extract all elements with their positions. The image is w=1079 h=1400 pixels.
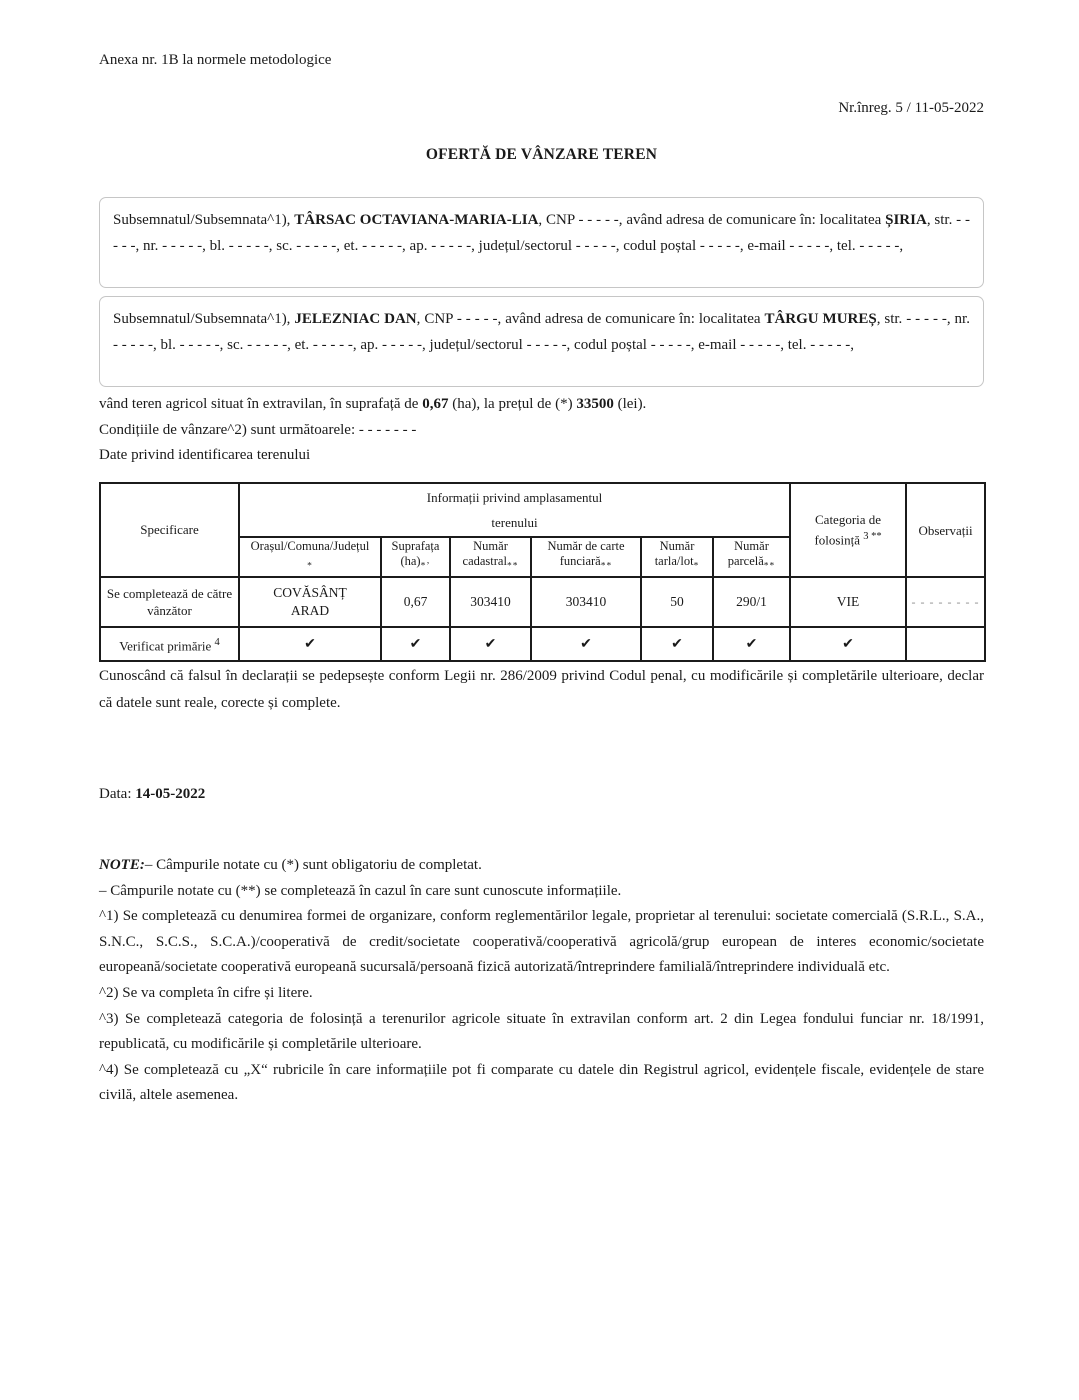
- sale-text-1: vând teren agricol situat în extravilan, în suprafață de: [99, 396, 423, 412]
- sale-text-3: (lei).: [613, 396, 647, 412]
- notes-section: [99, 853, 984, 1109]
- checkmark-icon: ✔: [745, 636, 758, 652]
- seller-row-label: Se completează de către vânzător: [100, 577, 239, 627]
- seller1-address-fields: , str. - - - - -, nr. - - - - -, bl. - - - - -, sc. - - - - -, et. - - - - -, ap. - - - - -, județul/sectorul - - - - -, codul poștal - - - - -, e-mail - - - - -, tel. - - - - -,: [113, 212, 970, 254]
- cell-oras-line1: COVĂSÂNȚ: [273, 585, 347, 600]
- cell-oras-line2: ARAD: [290, 603, 330, 618]
- group-header-line2: terenului: [491, 515, 538, 530]
- col-header-suprafata: [381, 537, 450, 577]
- seller2-name: JELEZNIAC DAN: [294, 311, 417, 327]
- check-suprafata: [381, 627, 450, 661]
- cell-categoria: VIE: [790, 577, 906, 627]
- sale-text-2: (ha), la prețul de (*): [448, 396, 577, 412]
- checkmark-icon: ✔: [409, 636, 422, 652]
- cadastral-footnote-mark: **: [506, 561, 519, 572]
- cell-tarla: 50: [641, 577, 713, 627]
- seller-box-1: [99, 197, 984, 288]
- seller-box-2: [99, 296, 984, 387]
- carte-line2: funciară: [559, 554, 601, 569]
- oras-label: Orașul/Comuna/Județul: [250, 539, 370, 554]
- note-paragraph-4: ^4) Se completează cu „X“ rubricile în care informațiile pot fi comparate cu datele din Registrul agricol, evidențele fiscale, evidențele de stare civilă, altele asemenea.: [99, 1061, 984, 1104]
- seller1-name: TÂRSAC OCTAVIANA-MARIA-LIA: [294, 212, 539, 228]
- check-oras: [239, 627, 381, 661]
- seller2-address-fields: , str. - - - - -, nr. - - - - -, bl. - - - - -, sc. - - - - -, et. - - - - -, ap. - - - - -, județul/sectorul - - - - -, codul poștal - - - - -, e-mail - - - - -, tel. - - - - -,: [113, 311, 970, 353]
- verified-row: [100, 627, 985, 661]
- note-line-1: [99, 853, 984, 879]
- notes-title: NOTE:: [99, 857, 145, 873]
- cell-oras: [239, 577, 381, 627]
- categoria-footnote-mark: 3 **: [863, 531, 882, 543]
- check-cadastral: [450, 627, 531, 661]
- oras-footnote-mark: *: [307, 561, 313, 572]
- seller-data-row: [100, 577, 985, 627]
- annex-note: Anexa nr. 1B la normele metodologice: [99, 52, 332, 68]
- col-header-specificare: Specificare: [100, 483, 239, 577]
- note-paragraph-3: ^3) Se completează categoria de folosință a terenurilor agricole situate în extravilan conform art. 2 din Legea fondului funciar nr. 18/1991, republicată, cu modificările și completările ulterioare.: [99, 1010, 984, 1053]
- seller1-cnp-address: , CNP - - - - -, având adresa de comunicare în: localitatea: [538, 212, 886, 228]
- carte-footnote-mark: **: [600, 561, 613, 572]
- col-header-carte-funciara: [531, 537, 641, 577]
- checkmark-icon: ✔: [671, 636, 683, 652]
- sale-statement-block: [99, 392, 984, 469]
- verified-footnote-mark: 4: [214, 636, 220, 648]
- col-header-observatii: Observații: [906, 483, 985, 577]
- checkmark-icon: ✔: [484, 636, 497, 652]
- col-header-oras: [239, 537, 381, 577]
- seller2-intro: Subsemnatul/Subsemnata^1),: [113, 311, 295, 327]
- check-categoria: [790, 627, 906, 661]
- document-title: OFERTĂ DE VÂNZARE TEREN: [425, 146, 658, 163]
- sale-statement: [99, 392, 984, 418]
- seller1-locality: ȘIRIA: [885, 212, 927, 228]
- tarla-line2: tarla/lot: [654, 554, 694, 569]
- suprafata-line1: Suprafața: [391, 539, 440, 554]
- categoria-line1: Categoria de: [815, 512, 882, 528]
- checkmark-icon: ✔: [842, 636, 854, 652]
- note-text-1: – Câmpurile notate cu (*) sunt obligatoriu de completat.: [144, 857, 482, 873]
- check-parcela: [713, 627, 790, 661]
- col-header-parcela: [713, 537, 790, 577]
- cell-observatii: - - - - - - - -: [906, 577, 985, 627]
- verified-label-text: Verificat primărie: [119, 638, 212, 654]
- check-carte-funciara: [531, 627, 641, 661]
- seller2-locality: TÂRGU MUREȘ: [764, 311, 877, 327]
- cell-carte-funciara: 303410: [531, 577, 641, 627]
- land-price-value: 33500: [576, 396, 614, 412]
- tarla-line1: Număr: [659, 539, 695, 554]
- parcela-line2: parcelă: [727, 554, 764, 569]
- suprafata-line2: (ha): [400, 554, 421, 569]
- carte-line1: Număr de carte: [547, 539, 625, 554]
- col-header-cadastral: [450, 537, 531, 577]
- col-group-amplasament: [239, 483, 790, 537]
- seller1-intro: Subsemnatul/Subsemnata^1),: [113, 212, 295, 228]
- col-header-tarla: [641, 537, 713, 577]
- check-tarla: [641, 627, 713, 661]
- group-header-line1: Informații privind amplasamentul: [426, 490, 603, 505]
- verified-row-label: [100, 627, 239, 661]
- cell-cadastral: 303410: [450, 577, 531, 627]
- declaration-paragraph: Cunoscând că falsul în declarații se pedepsește conform Legii nr. 286/2009 privind Codul penal, cu modificările și completările ulterioare, declar că datele sunt reale, corecte și complete.: [99, 668, 984, 711]
- parcela-footnote-mark: **: [763, 561, 776, 572]
- checkmark-icon: ✔: [304, 636, 316, 652]
- cell-suprafata: 0,67: [381, 577, 450, 627]
- col-header-categoria: [790, 483, 906, 577]
- date-value: 14-05-2022: [135, 786, 206, 802]
- note-paragraph-2: ^2) Se va completa în cifre și litere.: [99, 984, 313, 1001]
- note-paragraph-1: ^1) Se completează cu denumirea formei de organizare, conform reglementărilor legale, proprietar al terenului: societate comercială (S.R.L., S.A., S.N.C., S.C.S., S.C.A.)/cooperativă de credit/societate cooperativă/cooperativă agricolă/grup european de interes economic/societate europeană/societate cooperativă europeană sucursală/persoană fizică autorizată/întreprindere familială/întreprindere individuală etc.: [99, 908, 984, 976]
- registration-number: Nr.înreg. 5 / 11-05-2022: [838, 100, 984, 116]
- check-observatii-empty: [906, 627, 985, 661]
- checkmark-icon: ✔: [580, 636, 592, 652]
- identification-heading: Date privind identificarea terenului: [99, 447, 311, 463]
- sale-conditions: Condițiile de vânzare^2) sunt următoarele: - - - - - - -: [99, 421, 417, 438]
- parcela-line1: Număr: [734, 539, 769, 554]
- land-area-value: 0,67: [422, 396, 449, 412]
- note-line-2: – Câmpurile notate cu (**) se completează în cazul în care sunt cunoscute informațiile.: [99, 882, 622, 899]
- date-line: [99, 786, 205, 803]
- date-label: Data:: [99, 786, 136, 802]
- land-identification-table: [99, 482, 986, 662]
- cell-parcela: 290/1: [713, 577, 790, 627]
- suprafata-footnote-mark: *’: [420, 561, 431, 572]
- tarla-footnote-mark: *: [693, 561, 700, 572]
- seller2-cnp-address: , CNP - - - - -, având adresa de comunicare în: localitatea: [416, 311, 765, 327]
- cadastral-line2: cadastral: [462, 554, 507, 569]
- cadastral-line1: Număr: [473, 539, 508, 554]
- categoria-line2: folosință: [814, 532, 860, 548]
